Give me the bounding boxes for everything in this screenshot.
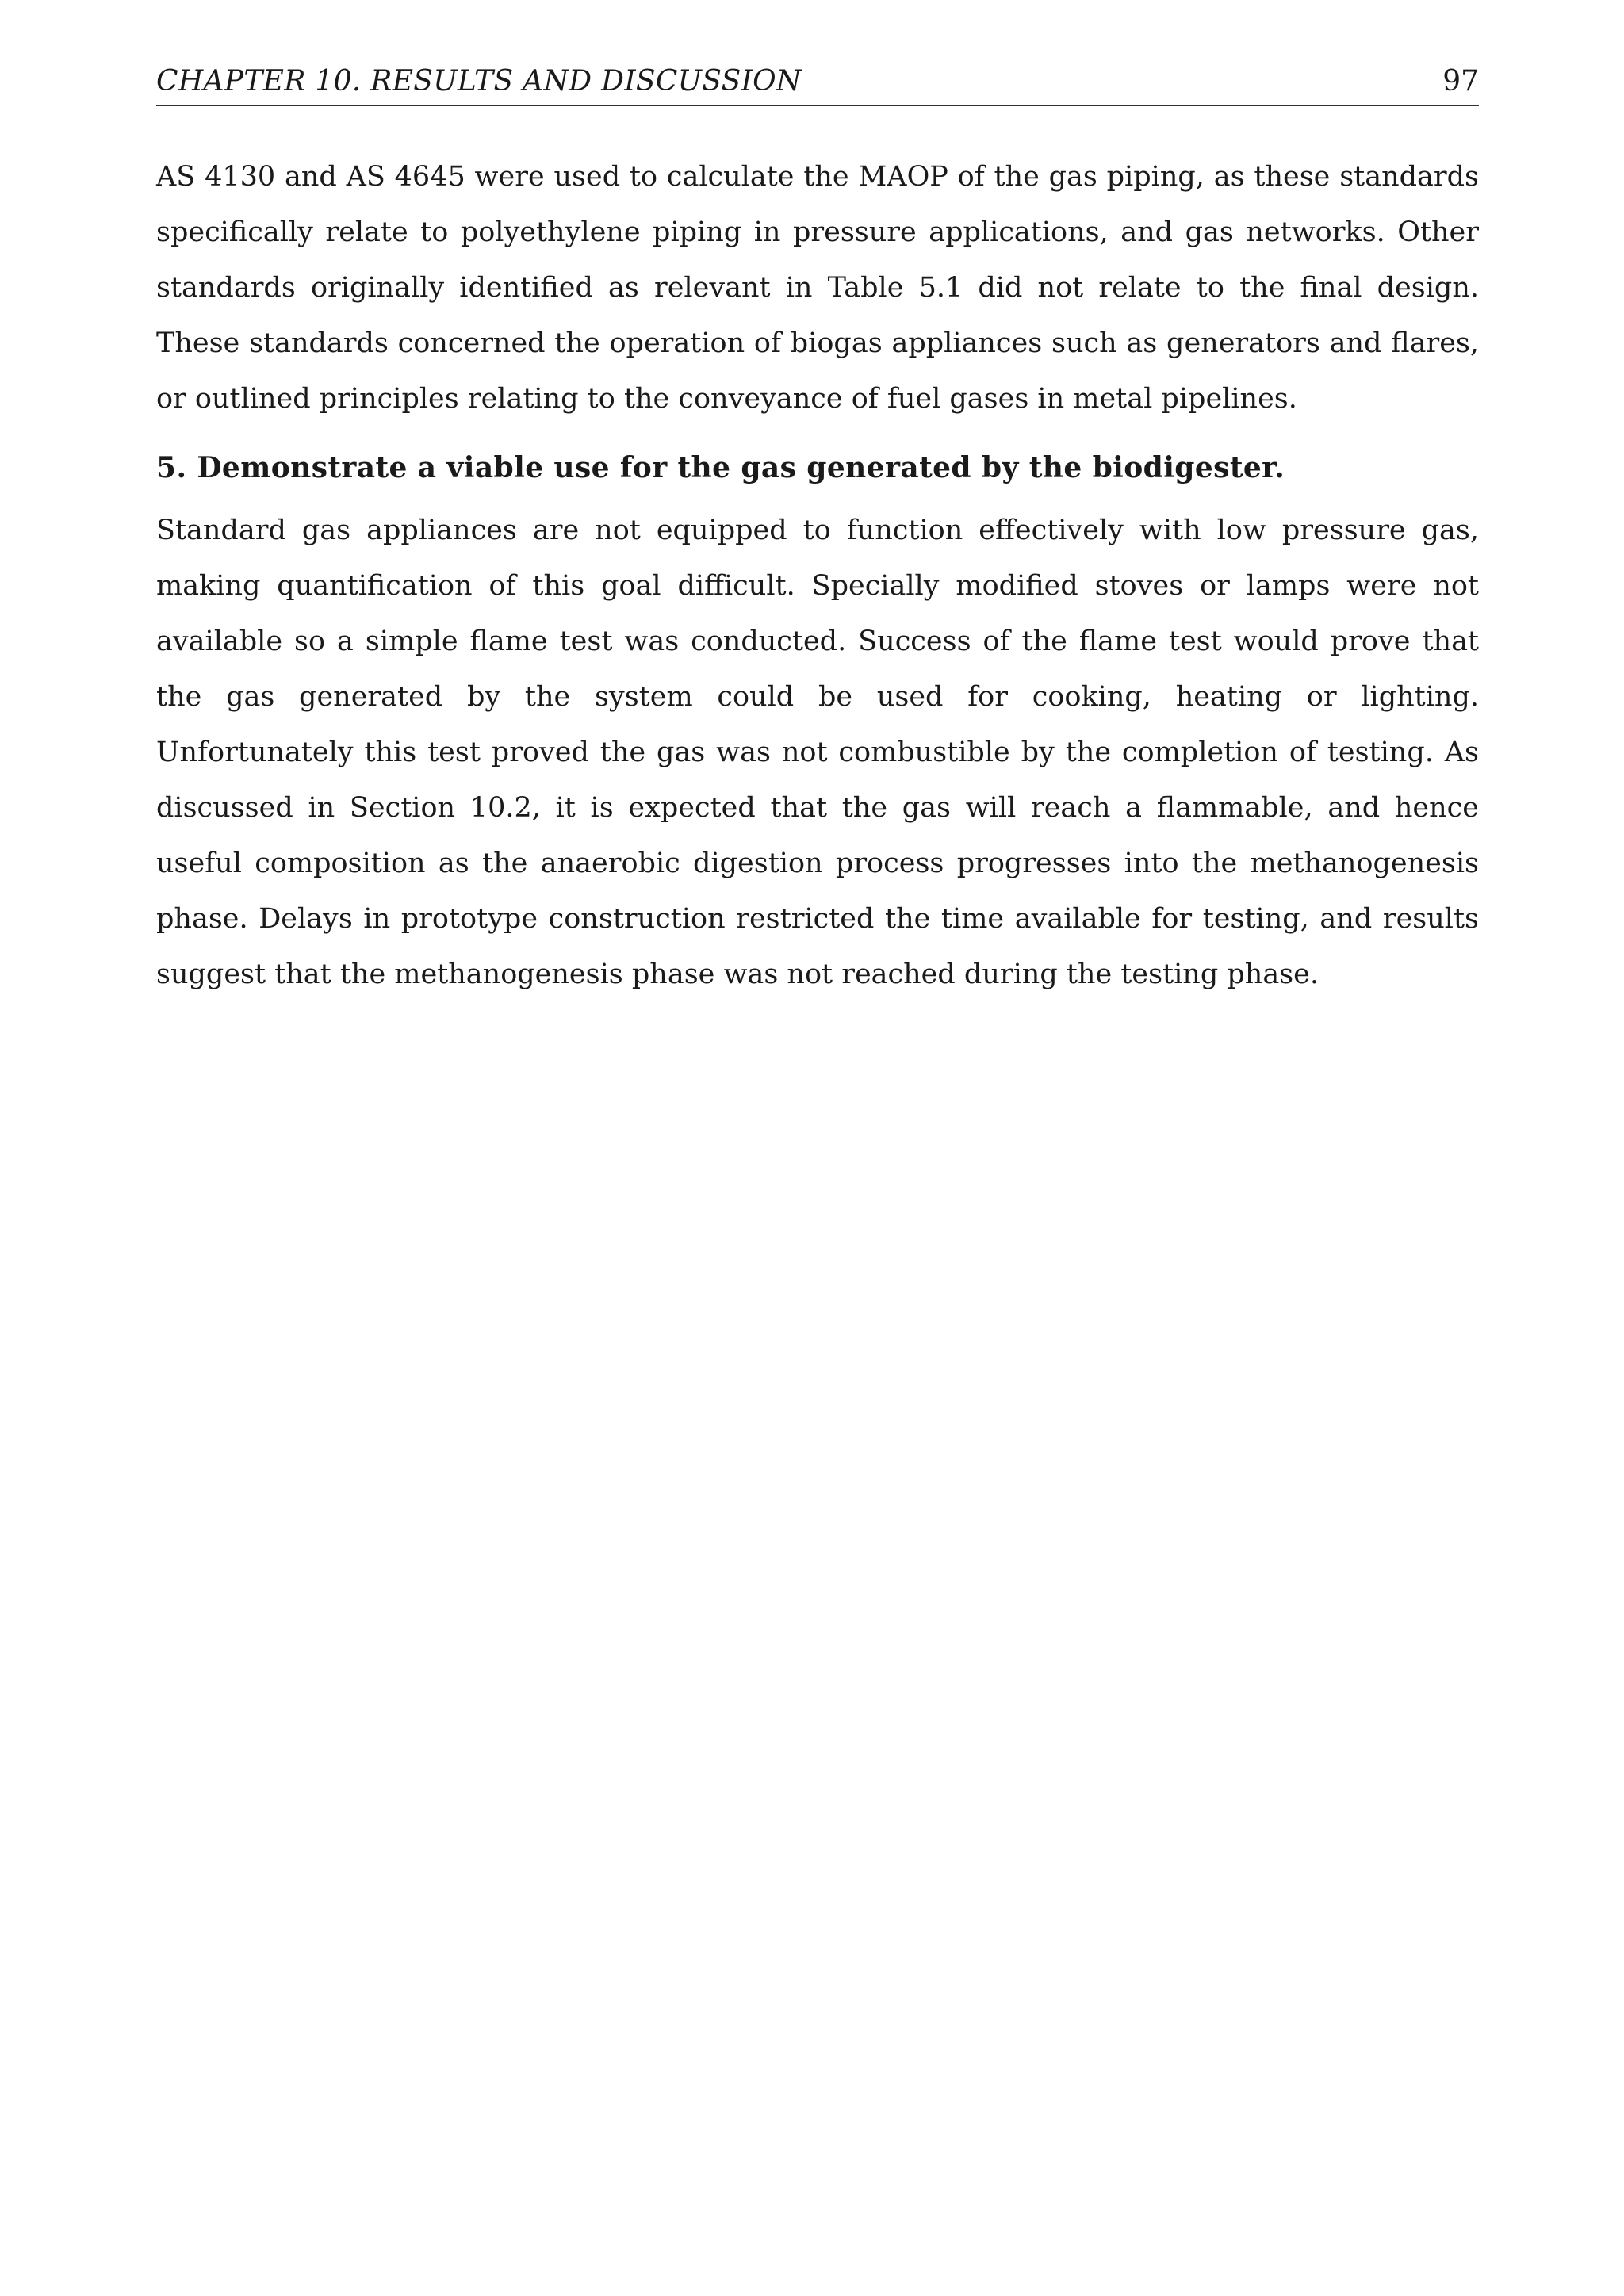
page-body bbox=[156, 149, 1479, 1002]
chapter-title: CHAPTER 10. RESULTS AND DISCUSSION bbox=[156, 65, 802, 98]
running-header bbox=[156, 62, 1479, 106]
paragraph-standards: AS 4130 and AS 4645 were used to calculate the MAOP of the gas piping, as these standards specifically relate to polyethylene piping in pressure applications, and gas networks. Other standards originally identified as relevant in Table 5.1 did not relate to the final design. These standards concerned the operation of biogas appliances such as generators and flares, or outlined principles relating to the conveyance of fuel gases in metal pipelines. bbox=[156, 161, 1479, 415]
page-number: 97 bbox=[1442, 65, 1479, 98]
paragraph-gas-use: Standard gas appliances are not equipped to function effectively with low pressure gas, making quantification of this goal difficult. Specially modified stoves or lamps were not available so a simple flame test was conducted. Success of the flame test would prove that the gas generated by the system could be used for cooking, heating or lighting. Unfortunately this test proved the gas was not combustible by the completion of testing. As discussed in Section 10.2, it is expected that the gas will reach a flammable, and hence useful composition as the anaerobic digestion process progresses into the methanogenesis phase. Delays in prototype construction restricted the time available for testing, and results suggest that the methanogenesis phase was not reached during the testing phase. bbox=[156, 515, 1479, 990]
goal-heading: 5. Demonstrate a viable use for the gas generated by the biodigester. bbox=[156, 451, 1285, 484]
